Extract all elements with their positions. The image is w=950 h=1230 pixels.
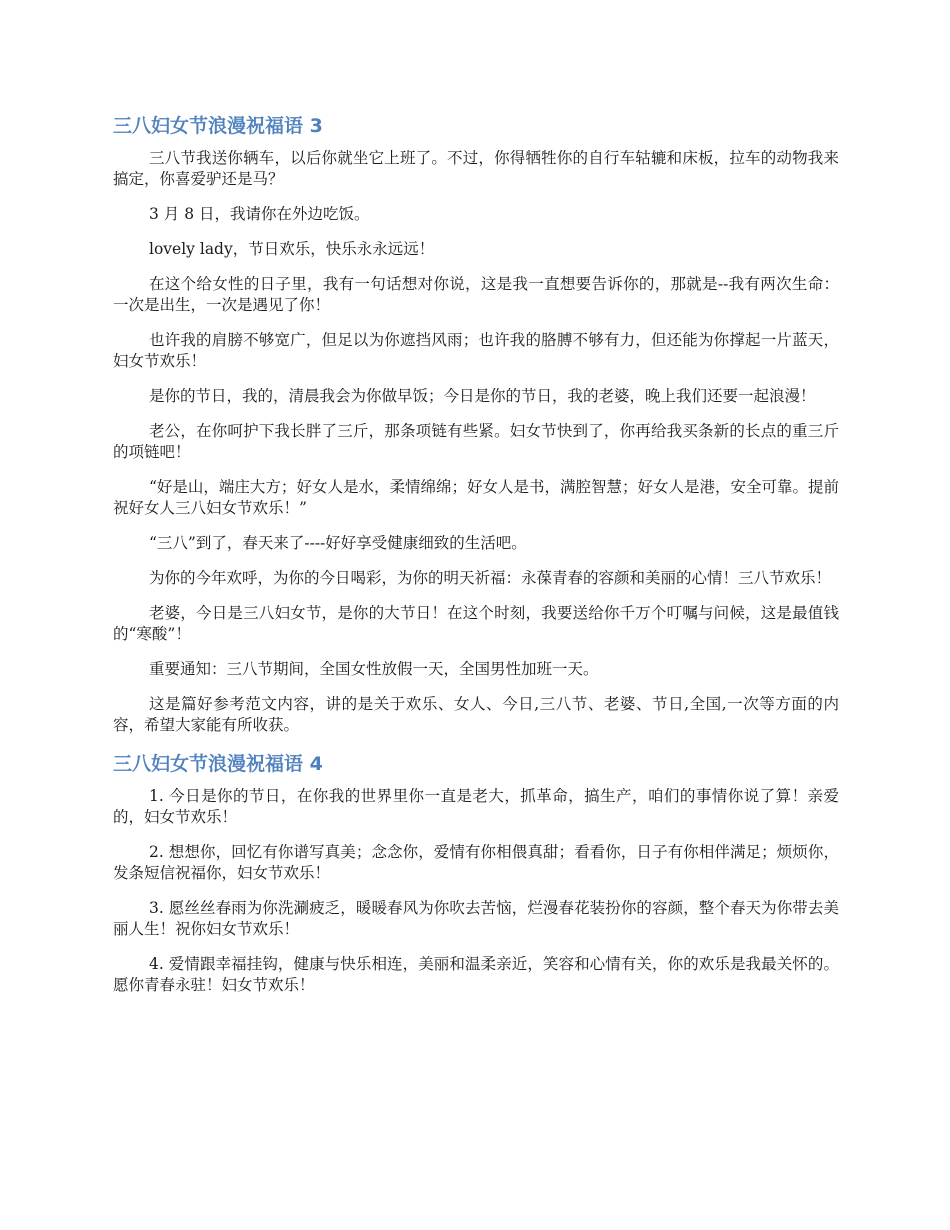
list-item: 3. 愿丝丝春雨为你洗涮疲乏，暖暖春风为你吹去苦恼，烂漫春花装扮你的容颜，整个春天为你带去美丽人生！祝你妇女节欢乐！ bbox=[113, 899, 839, 938]
paragraph: 三八节我送你辆车，以后你就坐它上班了。不过，你得牺牲你的自行车轱辘和床板，拉车的动物我来搞定，你喜爱驴还是马？ bbox=[113, 149, 839, 188]
paragraph: “好是山，端庄大方；好女人是水，柔情绵绵；好女人是书，满腔智慧；好女人是港，安全可靠。提前祝好女人三八妇女节欢乐！” bbox=[113, 478, 839, 517]
paragraph: 老公，在你呵护下我长胖了三斤，那条项链有些紧。妇女节快到了，你再给我买条新的长点的重三斤的项链吧！ bbox=[113, 422, 839, 461]
list-item: 1. 今日是你的节日，在你我的世界里你一直是老大，抓革命，搞生产，咱们的事情你说了算！亲爱的，妇女节欢乐！ bbox=[113, 787, 839, 826]
list-item: 4. 爱情跟幸福挂钩，健康与快乐相连，美丽和温柔亲近，笑容和心情有关，你的欢乐是我最关怀的。愿你青春永驻！妇女节欢乐！ bbox=[113, 955, 839, 994]
paragraph: 是你的节日，我的，清晨我会为你做早饭；今日是你的节日，我的老婆，晚上我们还要一起浪漫！ bbox=[149, 387, 816, 405]
section-heading-4: 三八妇女节浪漫祝福语 4 bbox=[113, 753, 323, 775]
paragraph: 老婆，今日是三八妇女节，是你的大节日！在这个时刻，我要送给你千万个叮嘱与问候，这是最值钱的“寒酸”！ bbox=[113, 604, 839, 643]
paragraph: “三八”到了，春天来了----好好享受健康细致的生活吧。 bbox=[149, 534, 527, 552]
paragraph: 这是篇好参考范文内容，讲的是关于欢乐、女人、今日,三八节、老婆、节日,全国,一次等方面的内容，希望大家能有所收获。 bbox=[113, 695, 839, 734]
list-item: 2. 想想你，回忆有你谱写真美；念念你，爱情有你相偎真甜；看看你，日子有你相伴满足；烦烦你，发条短信祝福你，妇女节欢乐！ bbox=[113, 843, 839, 882]
document-page bbox=[113, 112, 839, 1010]
paragraph: 在这个给女性的日子里，我有一句话想对你说，这是我一直想要告诉你的，那就是--我有两次生命：一次是出生，一次是遇见了你！ bbox=[113, 275, 839, 314]
paragraph: 为你的今年欢呼，为你的今日喝彩，为你的明天祈福：永葆青春的容颜和美丽的心情！三八节欢乐！ bbox=[149, 569, 832, 587]
paragraph: 也许我的肩膀不够宽广，但足以为你遮挡风雨；也许我的胳膊不够有力，但还能为你撑起一片蓝天，妇女节欢乐！ bbox=[113, 331, 839, 370]
section-heading-3: 三八妇女节浪漫祝福语 3 bbox=[113, 115, 323, 137]
paragraph: 重要通知：三八节期间，全国女性放假一天，全国男性加班一天。 bbox=[149, 660, 599, 678]
paragraph: 3 月 8 日，我请你在外边吃饭。 bbox=[149, 205, 370, 223]
paragraph: lovely lady，节日欢乐，快乐永永远远！ bbox=[149, 240, 435, 258]
